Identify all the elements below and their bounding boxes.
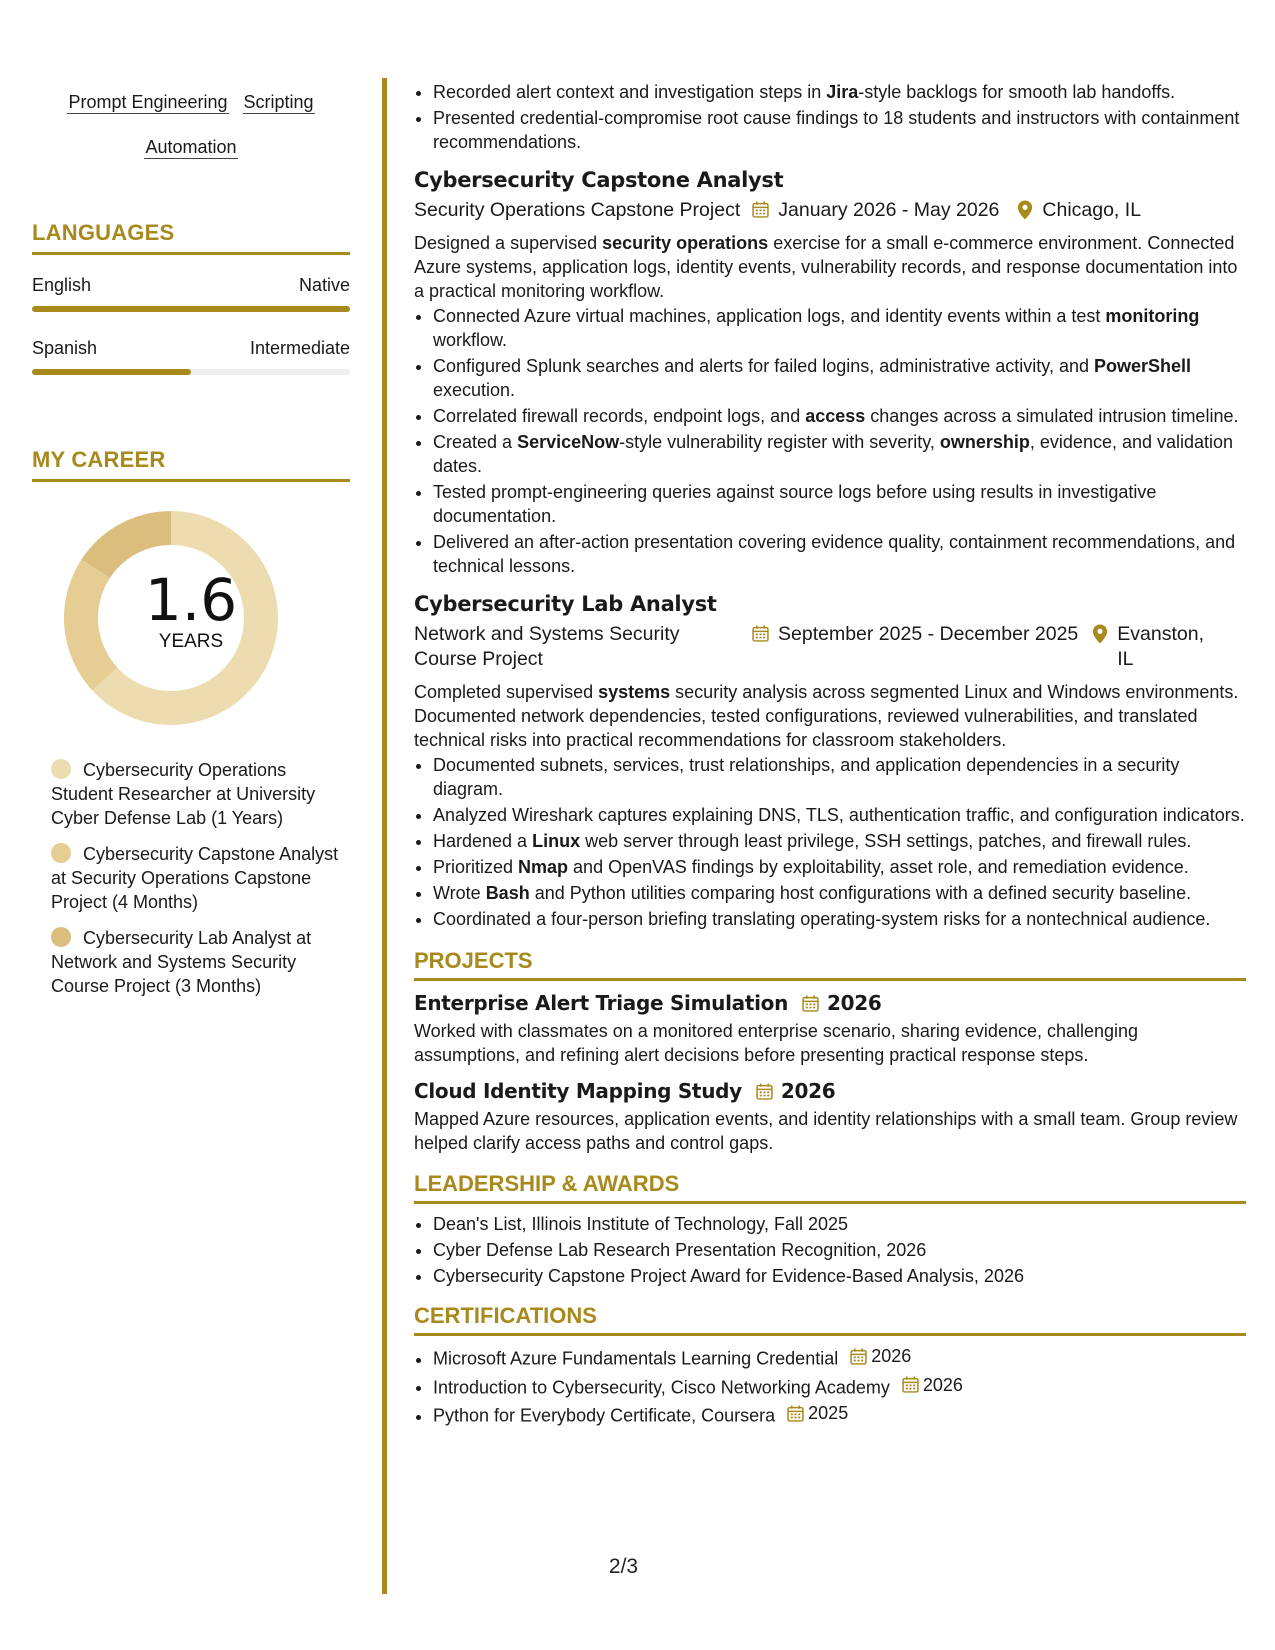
section-rule <box>414 1333 1246 1336</box>
job-entry <box>414 590 1246 931</box>
career-legend-text: Cybersecurity Operations Student Researcher at University Cyber Defense Lab (1 Years) <box>51 760 316 828</box>
job-location <box>1092 622 1207 672</box>
leadership-section <box>414 1172 1246 1288</box>
project-name: Cloud Identity Mapping Study <box>414 1079 742 1103</box>
career-heading: MY CAREER <box>32 447 166 472</box>
project-name: Enterprise Alert Triage Simulation <box>414 991 789 1015</box>
bullet-item: • Analyzed Wireshark captures explaining DNS, TLS, authentication traffic, and configuration indicators. <box>433 803 1246 827</box>
language-proficiency-fill <box>32 369 191 375</box>
skill-tag: Scripting <box>243 92 314 112</box>
languages-heading: LANGUAGES <box>32 220 175 245</box>
career-legend-item <box>51 926 350 998</box>
career-total-years: 1.6 <box>144 566 238 634</box>
job-location-text: Chicago, IL <box>1042 199 1142 221</box>
projects-section <box>414 949 1246 1155</box>
location-pin-icon <box>1092 624 1108 644</box>
career-total-unit: YEARS <box>158 631 224 652</box>
job-organization: Security Operations Capstone Project <box>414 199 741 221</box>
column-divider <box>382 78 387 1594</box>
legend-dot <box>51 843 71 863</box>
certifications-list <box>414 1344 1246 1428</box>
calendar-icon <box>802 995 819 1012</box>
job-description: Completed supervised systems security analysis across segmented Linux and Windows environments. Documented network dependencies, tested configurations, reviewed vulnerabilities, and translated technical risks into practical recommendations for classroom stakeholders. <box>414 682 1239 750</box>
skills-list <box>32 80 350 170</box>
job-description: Designed a supervised security operations exercise for a small e-commerce environment. Connected Azure systems, application logs, identity events, vulnerability records, and response documentation into a practical monitoring workflow. <box>414 233 1238 301</box>
calendar-icon <box>850 1348 867 1365</box>
leadership-heading: LEADERSHIP & AWARDS <box>414 1171 680 1196</box>
projects-heading: PROJECTS <box>414 948 533 973</box>
page-number <box>0 1555 1275 1579</box>
right-column <box>414 80 1246 1430</box>
job-meta <box>414 622 1246 672</box>
career-legend-item <box>51 842 350 914</box>
certification-year: 2026 <box>871 1346 912 1366</box>
calendar-icon <box>752 201 769 218</box>
bullet-item: • Configured Splunk searches and alerts for failed logins, administrative activity, and PowerShell execution. <box>433 354 1246 402</box>
career-donut-chart <box>32 500 350 736</box>
calendar-icon <box>752 625 769 642</box>
page-number-text: 2/3 <box>608 1555 639 1578</box>
project-item <box>414 991 1246 1067</box>
bullet-item: • Recorded alert context and investigation steps in Jira-style backlogs for smooth lab handoffs. <box>433 80 1246 104</box>
job-location-text: Evanston, IL <box>1117 623 1204 670</box>
skill-tag: Prompt Engineering <box>68 92 228 112</box>
section-rule <box>32 479 350 482</box>
job-organization: Network and Systems Security Course Project <box>414 623 680 670</box>
career-legend <box>32 758 350 998</box>
bullet-item: • Presented credential-compromise root cause findings to 18 students and instructors with containment recommendations. <box>433 106 1246 154</box>
language-proficiency-bar <box>32 306 350 312</box>
bullet-item: • Created a ServiceNow-style vulnerability register with severity, ownership, evidence, and validation dates. <box>433 430 1246 478</box>
award-item: • Dean's List, Illinois Institute of Technology, Fall 2025 <box>433 1212 1246 1236</box>
bullet-item: • Coordinated a four-person briefing translating operating-system risks for a nontechnical audience. <box>433 907 1246 931</box>
calendar-icon <box>902 1376 919 1393</box>
language-level: Native <box>298 275 350 295</box>
section-rule <box>32 252 350 255</box>
project-item <box>414 1079 1246 1155</box>
bullet-item: • Correlated firewall records, endpoint logs, and access changes across a simulated intrusion timeline. <box>433 404 1246 428</box>
language-proficiency-fill <box>32 306 350 312</box>
certifications-heading: CERTIFICATIONS <box>414 1303 597 1328</box>
location-pin-icon <box>1017 200 1033 220</box>
leadership-list <box>414 1212 1246 1288</box>
award-item: • Cybersecurity Capstone Project Award for Evidence-Based Analysis, 2026 <box>433 1264 1246 1288</box>
certification-item <box>433 1344 1246 1371</box>
certification-item <box>433 1401 1246 1428</box>
left-column <box>32 80 350 1010</box>
language-level: Intermediate <box>249 338 350 358</box>
bullet-item: • Prioritized Nmap and OpenVAS findings by exploitability, asset role, and remediation evidence. <box>433 855 1246 879</box>
certification-year: 2026 <box>922 1374 963 1395</box>
certification-name: Microsoft Azure Fundamentals Learning Credential <box>433 1348 839 1369</box>
legend-dot <box>51 759 71 779</box>
career-legend-item <box>51 758 350 830</box>
section-rule <box>414 1201 1246 1204</box>
job-bullets <box>414 753 1246 931</box>
job-title: Cybersecurity Lab Analyst <box>414 592 717 616</box>
project-description: Mapped Azure resources, application events, and identity relationships with a small team. Group review helped clarify access paths and control gaps. <box>414 1109 1238 1153</box>
bullet-item: • Wrote Bash and Python utilities comparing host configurations with a defined security baseline. <box>433 881 1246 905</box>
certification-year: 2025 <box>808 1403 849 1423</box>
certification-item <box>433 1373 1246 1400</box>
project-description: Worked with classmates on a monitored enterprise scenario, sharing evidence, challenging assumptions, and refining alert decisions before presenting practical response steps. <box>414 1021 1139 1065</box>
certifications-section <box>414 1304 1246 1428</box>
language-item <box>32 275 350 312</box>
calendar-icon <box>756 1083 773 1100</box>
job-title: Cybersecurity Capstone Analyst <box>414 168 784 192</box>
career-legend-text: Cybersecurity Lab Analyst at Network and Systems Security Course Project (3 Months) <box>51 928 312 996</box>
job-dates <box>752 198 999 223</box>
project-year: 2026 <box>780 1079 836 1103</box>
career-section <box>32 447 350 998</box>
legend-dot <box>51 927 71 947</box>
bullet-item: • Delivered an after-action presentation covering evidence quality, containment recommendations, and technical lessons. <box>433 530 1246 578</box>
job-location <box>1017 198 1141 223</box>
job-dates <box>752 622 1078 647</box>
bullet-item: • Tested prompt-engineering queries against source logs before using results in investigative documentation. <box>433 480 1246 528</box>
job-entry <box>414 166 1246 578</box>
career-legend-text: Cybersecurity Capstone Analyst at Security Operations Capstone Project (4 Months) <box>51 844 339 912</box>
project-year: 2026 <box>827 991 882 1015</box>
language-item <box>32 338 350 375</box>
languages-section <box>32 220 350 375</box>
language-name: English <box>32 275 92 295</box>
award-item: • Cyber Defense Lab Research Presentation Recognition, 2026 <box>433 1238 1246 1262</box>
job-dates-text: September 2025 - December 2025 <box>778 623 1079 645</box>
bullet-item: • Documented subnets, services, trust relationships, and application dependencies in a security diagram. <box>433 753 1246 801</box>
bullet-item: • Hardened a Linux web server through least privilege, SSH settings, patches, and firewall rules. <box>433 829 1246 853</box>
section-rule <box>414 978 1246 981</box>
calendar-icon <box>787 1405 804 1422</box>
language-name: Spanish <box>32 338 98 358</box>
skill-tag: Automation <box>145 137 237 157</box>
certification-name: Python for Everybody Certificate, Coursera <box>433 1405 776 1426</box>
intro-bullets <box>414 80 1246 154</box>
language-proficiency-bar <box>32 369 350 375</box>
job-meta <box>414 198 1246 223</box>
job-dates-text: January 2026 - May 2026 <box>778 199 1000 221</box>
bullet-item: • Connected Azure virtual machines, application logs, and identity events within a test monitoring workflow. <box>433 304 1246 352</box>
job-bullets <box>414 304 1246 578</box>
certification-name: Introduction to Cybersecurity, Cisco Networking Academy <box>433 1377 890 1397</box>
